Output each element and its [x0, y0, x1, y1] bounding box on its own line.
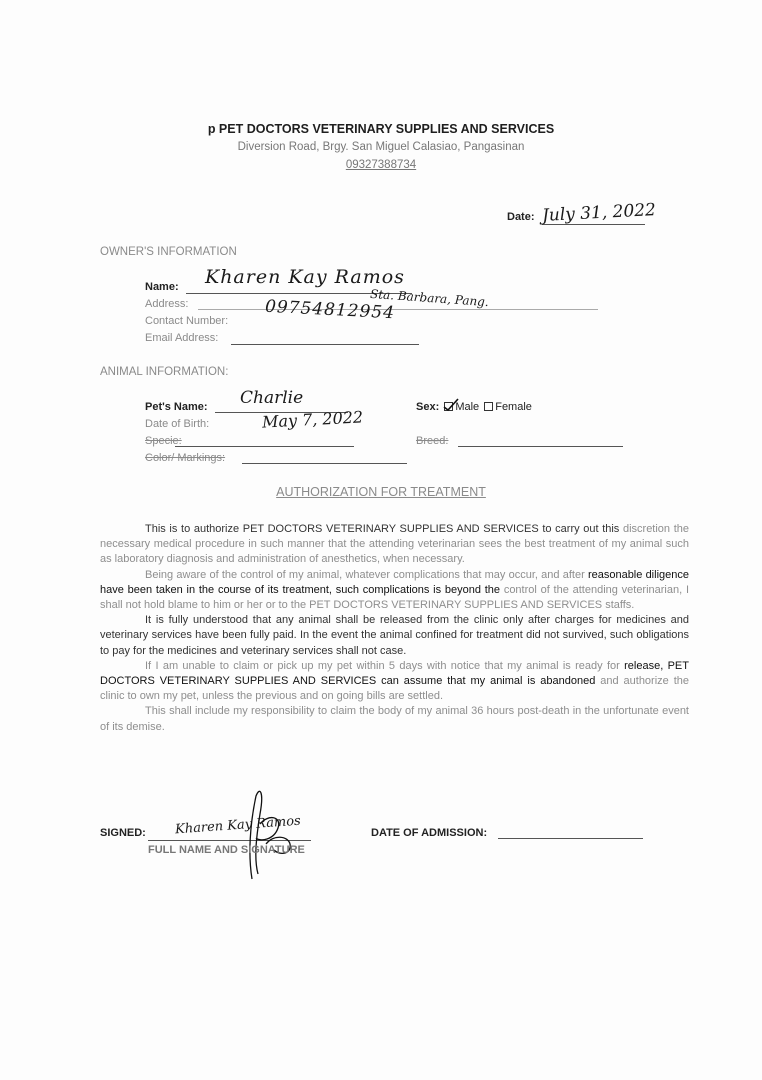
admission-label: DATE OF ADMISSION:	[371, 827, 488, 839]
owner-address-value: Sta. Barbara, Pang.	[369, 286, 490, 310]
dob-label: Date of Birth:	[145, 418, 210, 430]
owner-email-label: Email Address:	[145, 332, 219, 344]
auth-p1-lead: This is to authorize PET DOCTORS VETERINARY SUPPLIES AND SERVICES to carry out this	[145, 523, 620, 535]
male-checkbox[interactable]	[444, 402, 453, 411]
auth-p4-lead: If I am unable to claim or pick up my pet within 5 days with notice that my animal is ready for	[145, 659, 620, 672]
owner-name-label: Name:	[145, 281, 179, 293]
owner-contact-value: 09754812954	[264, 296, 396, 324]
auth-p4-mid: release, PET DOCTORS VETERINARY SUPPLIES AND SERVICES can assume that my animal is abandoned	[100, 659, 689, 688]
pet-name-label: Pet's Name:	[145, 401, 208, 413]
clinic-title: p PET DOCTORS VETERINARY SUPPLIES AND SERVICES	[207, 122, 555, 136]
breed-line	[458, 434, 623, 447]
female-checkbox[interactable]	[484, 402, 493, 411]
pet-name-value: Charlie	[240, 388, 304, 408]
auth-p3: It is fully understood that any animal shall be released from the clinic only after charges for medicines and veterinary services have been fully paid. In the event the animal confined for treatment did not survived, such obligations to pay for the medicines and veterinary services shall not case.	[100, 614, 689, 657]
signed-value: Kharen Kay Ramos	[174, 813, 302, 838]
owner-heading: OWNER'S INFORMATION	[100, 246, 237, 258]
auth-p4-rest: and authorize the clinic to own my pet, unless the previous and on going bills are settled.	[100, 675, 689, 703]
date-label: Date:	[507, 211, 535, 223]
signed-label: SIGNED:	[100, 827, 146, 839]
auth-p2-lead: Being aware of the control of my animal, whatever complications that may occur, and after	[145, 568, 585, 581]
color-label: Color/ Markings:	[145, 452, 226, 464]
color-line	[242, 451, 407, 464]
owner-name-value: Kharen Kay Ramos	[205, 266, 405, 288]
owner-contact-label: Contact Number:	[145, 315, 229, 327]
owner-address-label: Address:	[145, 298, 189, 310]
signature-caption: FULL NAME AND SIGNATURE	[148, 844, 305, 856]
checkmark-icon	[443, 398, 459, 412]
authorization-body	[100, 522, 689, 735]
signature-icon	[230, 784, 310, 894]
auth-p2-rest: control of the attending veterinarian, I shall not hold blame to him or her or to the PET DOCTORS VETERINARY SUPPLIES AND SERVICES staffs.	[100, 583, 689, 612]
species-line	[175, 434, 354, 447]
auth-p5: This shall include my responsibility to claim the body of my animal 36 hours post-death in the unfortunate event of its demise.	[100, 705, 689, 733]
female-option: Female	[495, 401, 532, 413]
species-label: Specie:	[145, 435, 182, 447]
auth-p2-mid: reasonable diligence have been taken in the course of its treatment, such complications is beyond the	[100, 568, 689, 596]
admission-line	[498, 826, 643, 839]
clinic-phone: 09327388734	[345, 159, 417, 171]
breed-label: Breed:	[416, 435, 449, 447]
dob-value: May 7, 2022	[261, 407, 364, 432]
auth-p1-rest: discretion the necessary medical procedure in such manner that the attending veterinarian sees the best treatment of my animal such as laboratory diagnosis and administration of anesthetics, when necessary.	[100, 523, 689, 566]
clinic-address: Diversion Road, Brgy. San Miguel Calasiao, Pangasinan	[237, 141, 525, 153]
authorization-title: AUTHORIZATION FOR TREATMENT	[276, 485, 486, 499]
animal-heading: ANIMAL INFORMATION:	[100, 366, 229, 378]
sex-label-text: Sex:	[416, 401, 440, 413]
date-value: July 31, 2022	[541, 200, 657, 226]
male-option: Male	[455, 401, 480, 413]
owner-email-line	[231, 332, 419, 345]
sex-label	[416, 401, 532, 413]
